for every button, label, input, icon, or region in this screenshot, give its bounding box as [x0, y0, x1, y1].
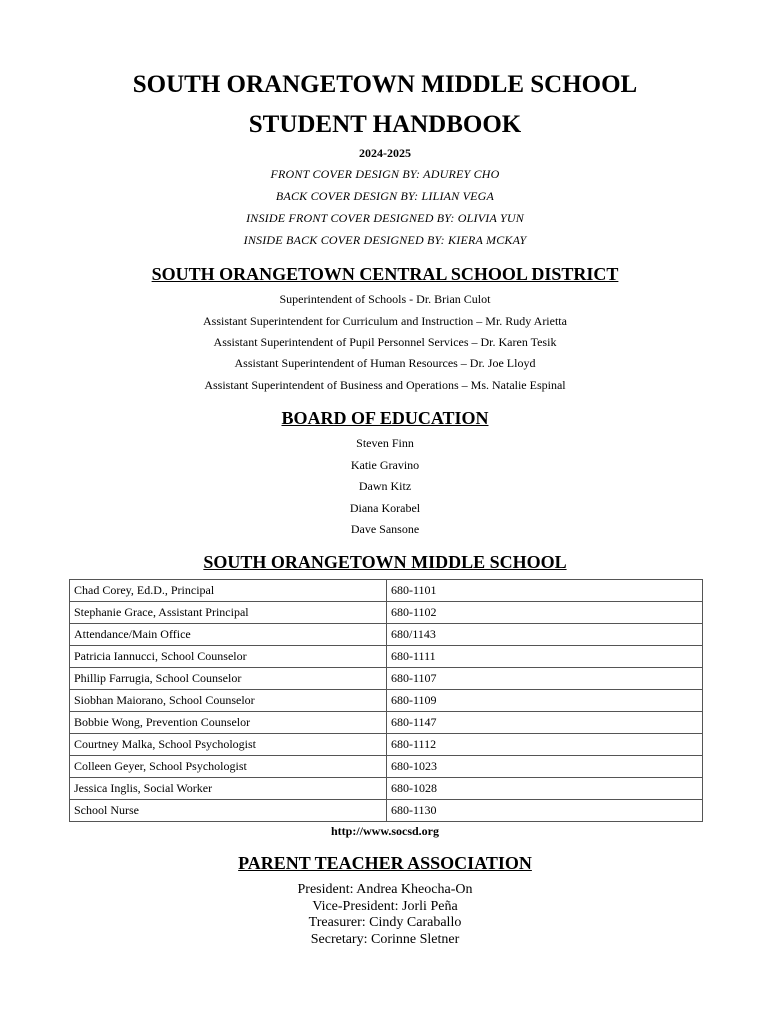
staff-name: Phillip Farrugia, School Counselor [70, 668, 387, 690]
table-row [70, 712, 703, 734]
staff-name: Patricia Iannucci, School Counselor [70, 646, 387, 668]
district-line: Assistant Superintendent of Business and Operations – Ms. Natalie Espinal [204, 378, 566, 392]
credit-front-cover: FRONT COVER DESIGN BY: ADUREY CHO [270, 167, 500, 181]
table-row [70, 756, 703, 778]
staff-name: Courtney Malka, School Psychologist [70, 734, 387, 756]
district-line: Assistant Superintendent of Pupil Personnel Services – Dr. Karen Tesik [213, 335, 557, 349]
school-website-link[interactable]: http://www.socsd.org [330, 824, 439, 838]
table-row [70, 668, 703, 690]
table-row [70, 624, 703, 646]
credit-back-cover: BACK COVER DESIGN BY: LILIAN VEGA [275, 189, 495, 203]
staff-name: Siobhan Maiorano, School Counselor [70, 690, 387, 712]
credit-inside-back-cover: INSIDE BACK COVER DESIGNED BY: KIERA MCKAY [243, 233, 527, 247]
district-line: Assistant Superintendent for Curriculum and Instruction – Mr. Rudy Arietta [203, 314, 567, 328]
table-row [70, 646, 703, 668]
school-year: 2024-2025 [359, 146, 411, 160]
staff-phone: 680-1107 [387, 668, 703, 690]
staff-phone: 680/1143 [387, 624, 703, 646]
board-member: Steven Finn [356, 436, 414, 450]
staff-name: Attendance/Main Office [70, 624, 387, 646]
pta-officer: President: Andrea Kheocha-On [297, 882, 473, 897]
board-member: Katie Gravino [350, 458, 420, 472]
board-heading: BOARD OF EDUCATION [281, 408, 489, 428]
staff-name: Stephanie Grace, Assistant Principal [70, 602, 387, 624]
staff-phone: 680-1112 [387, 734, 703, 756]
table-row [70, 778, 703, 800]
pta-heading: PARENT TEACHER ASSOCIATION [238, 853, 532, 873]
table-row [70, 734, 703, 756]
handbook-title-line-2: STUDENT HANDBOOK [248, 111, 522, 138]
staff-phone: 680-1028 [387, 778, 703, 800]
pta-officer: Treasurer: Cindy Caraballo [308, 915, 462, 930]
table-row [70, 690, 703, 712]
district-line: Superintendent of Schools - Dr. Brian Culot [279, 292, 491, 306]
staff-phone: 680-1102 [387, 602, 703, 624]
staff-phone: 680-1109 [387, 690, 703, 712]
staff-name: School Nurse [70, 800, 387, 822]
staff-phone: 680-1147 [387, 712, 703, 734]
staff-name: Chad Corey, Ed.D., Principal [70, 580, 387, 602]
table-row [70, 800, 703, 822]
staff-phone: 680-1130 [387, 800, 703, 822]
district-heading: SOUTH ORANGETOWN CENTRAL SCHOOL DISTRICT [151, 264, 619, 284]
pta-officer: Secretary: Corinne Sletner [310, 932, 460, 947]
staff-name: Bobbie Wong, Prevention Counselor [70, 712, 387, 734]
board-member: Diana Korabel [349, 501, 421, 515]
staff-phone: 680-1023 [387, 756, 703, 778]
board-member: Dave Sansone [350, 522, 420, 536]
district-line: Assistant Superintendent of Human Resources – Dr. Joe Lloyd [234, 356, 536, 370]
staff-directory-table [69, 579, 703, 822]
staff-phone: 680-1111 [387, 646, 703, 668]
staff-phone: 680-1101 [387, 580, 703, 602]
school-heading: SOUTH ORANGETOWN MIDDLE SCHOOL [203, 552, 567, 572]
board-member: Dawn Kitz [358, 479, 412, 493]
staff-name: Jessica Inglis, Social Worker [70, 778, 387, 800]
handbook-title-line-1: SOUTH ORANGETOWN MIDDLE SCHOOL [132, 71, 638, 98]
pta-officer: Vice-President: Jorli Peña [312, 899, 458, 914]
credit-inside-front-cover: INSIDE FRONT COVER DESIGNED BY: OLIVIA YUN [246, 211, 524, 225]
table-row [70, 580, 703, 602]
staff-name: Colleen Geyer, School Psychologist [70, 756, 387, 778]
table-row [70, 602, 703, 624]
